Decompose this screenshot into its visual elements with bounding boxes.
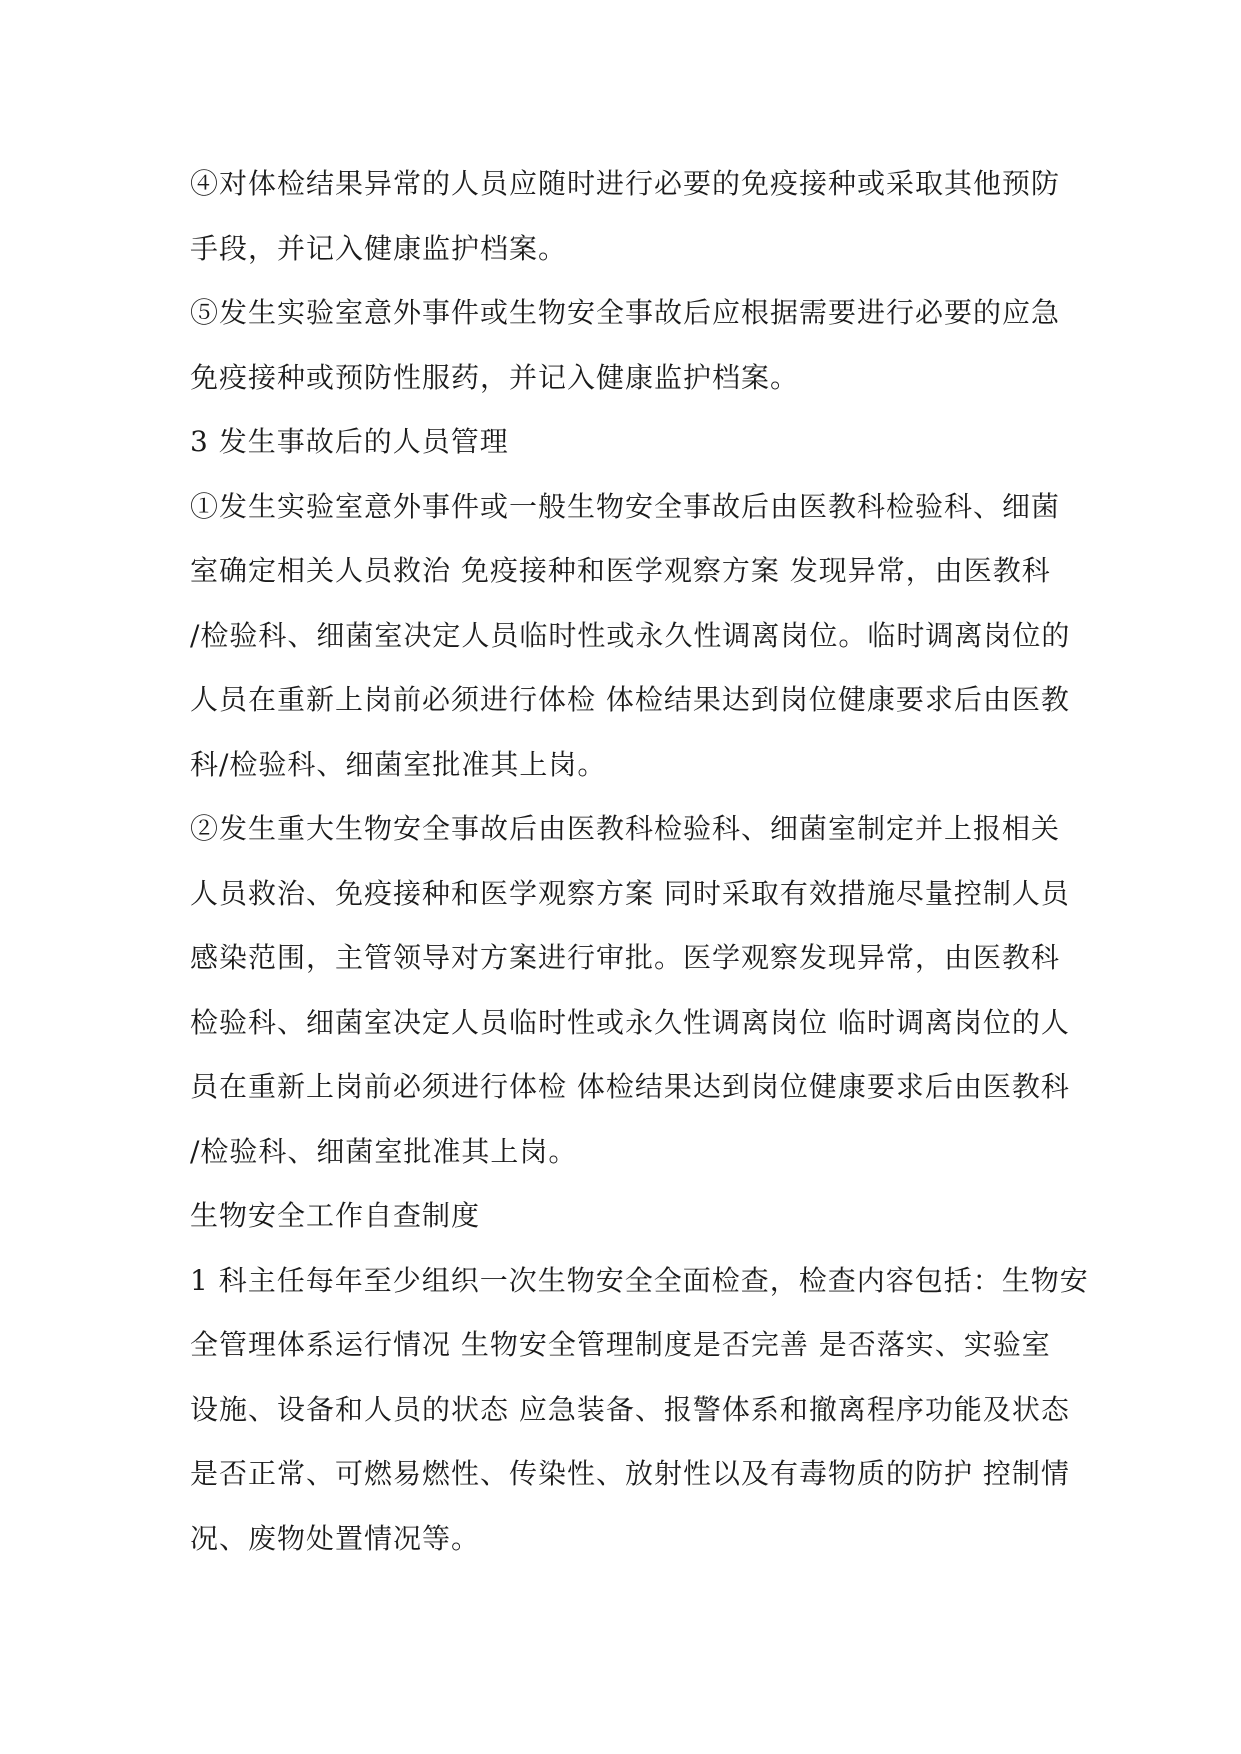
- section-heading: 3 发生事故后的人员管理: [190, 425, 509, 458]
- text-line: 感染范围，主管领导对方案进行审批。医学观察发现异常，由医教科: [190, 941, 1061, 974]
- text-line: 是否正常、可燃易燃性、传染性、放射性以及有毒物质的防护 控制情: [190, 1457, 1070, 1490]
- section-heading: 生物安全工作自查制度: [190, 1199, 481, 1232]
- text-line: 科/检验科、细菌室批准其上岗。: [190, 747, 607, 781]
- text-line: ①发生实验室意外事件或一般生物安全事故后由医教科检验科、细菌: [190, 489, 1061, 523]
- text-line: 手段，并记入健康监护档案。: [190, 231, 568, 265]
- text-line: /检验科、细菌室决定人员临时性或永久性调离岗位。临时调离岗位的: [190, 618, 1071, 652]
- text-line: 全管理体系运行情况 生物安全管理制度是否完善 是否落实、实验室: [190, 1328, 1051, 1361]
- text-line: ④对体检结果异常的人员应随时进行必要的免疫接种或采取其他预防: [190, 167, 1061, 200]
- text-line: 人员在重新上岗前必须进行体检 体检结果达到岗位健康要求后由医教: [190, 683, 1070, 716]
- text-line: /检验科、细菌室批准其上岗。: [190, 1134, 578, 1168]
- document-body: [190, 152, 1090, 1571]
- text-line: 室确定相关人员救治 免疫接种和医学观察方案 发现异常，由医教科: [190, 554, 1051, 587]
- text-line: 况、废物处置情况等。: [190, 1521, 481, 1555]
- text-line: 1 科主任每年至少组织一次生物安全全面检查，检查内容包括：生物安: [190, 1263, 1089, 1297]
- text-line: ②发生重大生物安全事故后由医教科检验科、细菌室制定并上报相关: [190, 812, 1061, 845]
- text-line: 免疫接种或预防性服药，并记入健康监护档案。: [190, 360, 800, 394]
- text-line: 人员救治、免疫接种和医学观察方案 同时采取有效措施尽量控制人员: [190, 876, 1070, 910]
- text-line: 检验科、细菌室决定人员临时性或永久性调离岗位 临时调离岗位的人: [190, 1005, 1070, 1039]
- text-line: 员在重新上岗前必须进行体检 体检结果达到岗位健康要求后由医教科: [190, 1070, 1070, 1103]
- text-line: ⑤发生实验室意外事件或生物安全事故后应根据需要进行必要的应急: [190, 296, 1061, 329]
- text-line: 设施、设备和人员的状态 应急装备、报警体系和撤离程序功能及状态: [190, 1392, 1070, 1426]
